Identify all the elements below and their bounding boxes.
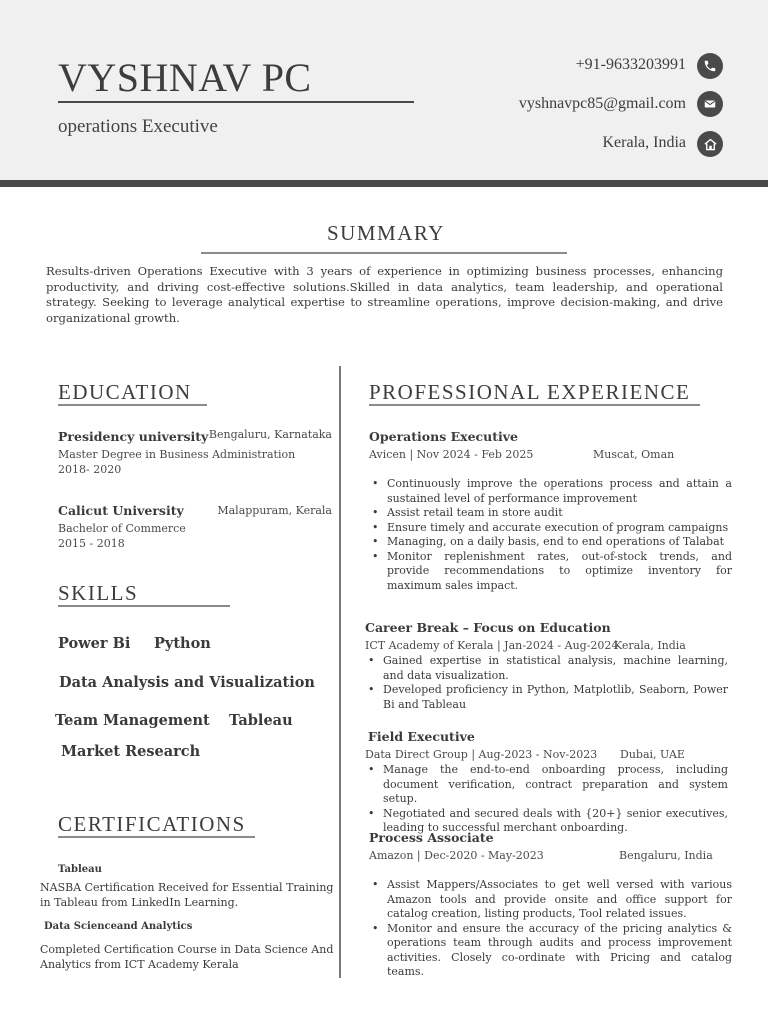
certification-name: Data Scienceand Analytics <box>44 921 193 932</box>
education-location: Bengaluru, Karnataka <box>208 428 332 441</box>
education-title: EDUCATION <box>58 380 192 404</box>
header-divider-bar <box>0 180 768 187</box>
list-item: • Assist retail team in store audit <box>369 506 732 521</box>
certification-description: Completed Certification Course in Data Science And Analytics from ICT Academy Kerala <box>40 943 334 971</box>
education-degree: Master Degree in Business Administration <box>58 448 296 461</box>
certification-name: Tableau <box>58 864 102 875</box>
contact-location: Kerala, India <box>602 134 686 151</box>
summary-underline <box>201 252 567 254</box>
experience-underline <box>369 404 700 406</box>
list-item: • Managing, on a daily basis, end to end operations of Talabat <box>369 535 732 550</box>
job-role: Career Break – Focus on Education <box>365 620 611 635</box>
list-item: • Manage the end-to-end onboarding process, including document verification, contract preparation and system setup. <box>365 763 728 807</box>
phone-icon <box>697 53 723 79</box>
job-location: Kerala, India <box>614 639 686 652</box>
job-bullets <box>365 763 728 836</box>
job-meta: Data Direct Group | Aug-2023 - Nov-2023 <box>365 748 598 761</box>
job-bullets <box>365 654 728 712</box>
list-item: • Monitor replenishment rates, out-of-stock trends, and provide recommendations to optimize inventory for maximum sales impact. <box>369 550 732 594</box>
candidate-name: VYSHNAV PC <box>58 55 312 100</box>
job-meta: ICT Academy of Kerala | Jan-2024 - Aug-2024 <box>365 639 619 652</box>
skill-item: Python <box>154 635 211 652</box>
mail-icon <box>697 91 723 117</box>
job-role: Field Executive <box>368 729 475 744</box>
list-item: • Monitor and ensure the accuracy of the pricing analytics & operations team through audits and process improvement activities. Closely co-ordinate with Pricing and catalog teams. <box>369 922 732 980</box>
education-degree: Bachelor of Commerce <box>58 522 186 535</box>
job-role: Process Associate <box>369 830 494 845</box>
skill-item: Power Bi <box>58 635 131 652</box>
certifications-underline <box>58 836 255 838</box>
education-underline <box>58 404 207 406</box>
job-location: Dubai, UAE <box>620 748 685 761</box>
candidate-role: operations Executive <box>58 116 218 137</box>
list-item: • Ensure timely and accurate execution of program campaigns <box>369 521 732 536</box>
skill-item: Tableau <box>229 712 293 729</box>
skills-underline <box>58 605 230 607</box>
education-period: 2015 - 2018 <box>58 537 125 550</box>
education-period: 2018- 2020 <box>58 463 122 476</box>
job-role: Operations Executive <box>369 429 518 444</box>
certifications-title: CERTIFICATIONS <box>58 812 246 836</box>
skill-item: Team Management <box>55 712 210 729</box>
job-meta: Amazon | Dec-2020 - May-2023 <box>369 849 544 862</box>
skills-title: SKILLS <box>58 581 139 605</box>
job-meta: Avicen | Nov 2024 - Feb 2025 <box>369 448 534 461</box>
job-bullets <box>369 477 732 593</box>
education-institution: Calicut University <box>58 503 184 518</box>
home-icon <box>697 131 723 157</box>
column-divider <box>339 366 341 978</box>
contact-email[interactable]: vyshnavpc85@gmail.com <box>518 95 686 112</box>
list-item: • Gained expertise in statistical analysis, machine learning, and data visualization. <box>365 654 728 683</box>
skill-item: Market Research <box>61 743 201 760</box>
summary-text: Results-driven Operations Executive with 3 years of experience in optimizing business processes, enhancing productivity, and driving cost-effective solutions.Skilled in data analytics, team leadership, and operational strategy. Seeking to leverage analytical expertise to streamline operations, improve decision-making, and drive organizational growth. <box>46 264 723 325</box>
summary-title: SUMMARY <box>327 221 445 245</box>
list-item: • Assist Mappers/Associates to get well versed with various Amazon tools and provide onsite and office support for catalog creation, listing products, Tool related issues. <box>369 878 732 922</box>
job-location: Bengaluru, India <box>619 849 713 862</box>
list-item: • Continuously improve the operations process and attain a sustained level of performance improvement <box>369 477 732 506</box>
job-location: Muscat, Oman <box>593 448 675 461</box>
list-item: • Negotiated and secured deals with {20+} senior executives, leading to successful merchant onboarding. <box>365 807 728 836</box>
list-item: • Developed proficiency in Python, Matplotlib, Seaborn, Power Bi and Tableau <box>365 683 728 712</box>
name-underline <box>58 101 414 103</box>
skill-item: Data Analysis and Visualization <box>59 674 315 691</box>
education-institution: Presidency university <box>58 429 209 444</box>
contact-phone[interactable]: +91-9633203991 <box>575 56 686 73</box>
education-location: Malappuram, Kerala <box>217 504 332 517</box>
experience-title: PROFESSIONAL EXPERIENCE <box>369 380 691 404</box>
job-bullets <box>369 878 732 980</box>
certification-description: NASBA Certification Received for Essential Training in Tableau from LinkedIn Learning. <box>40 881 334 909</box>
